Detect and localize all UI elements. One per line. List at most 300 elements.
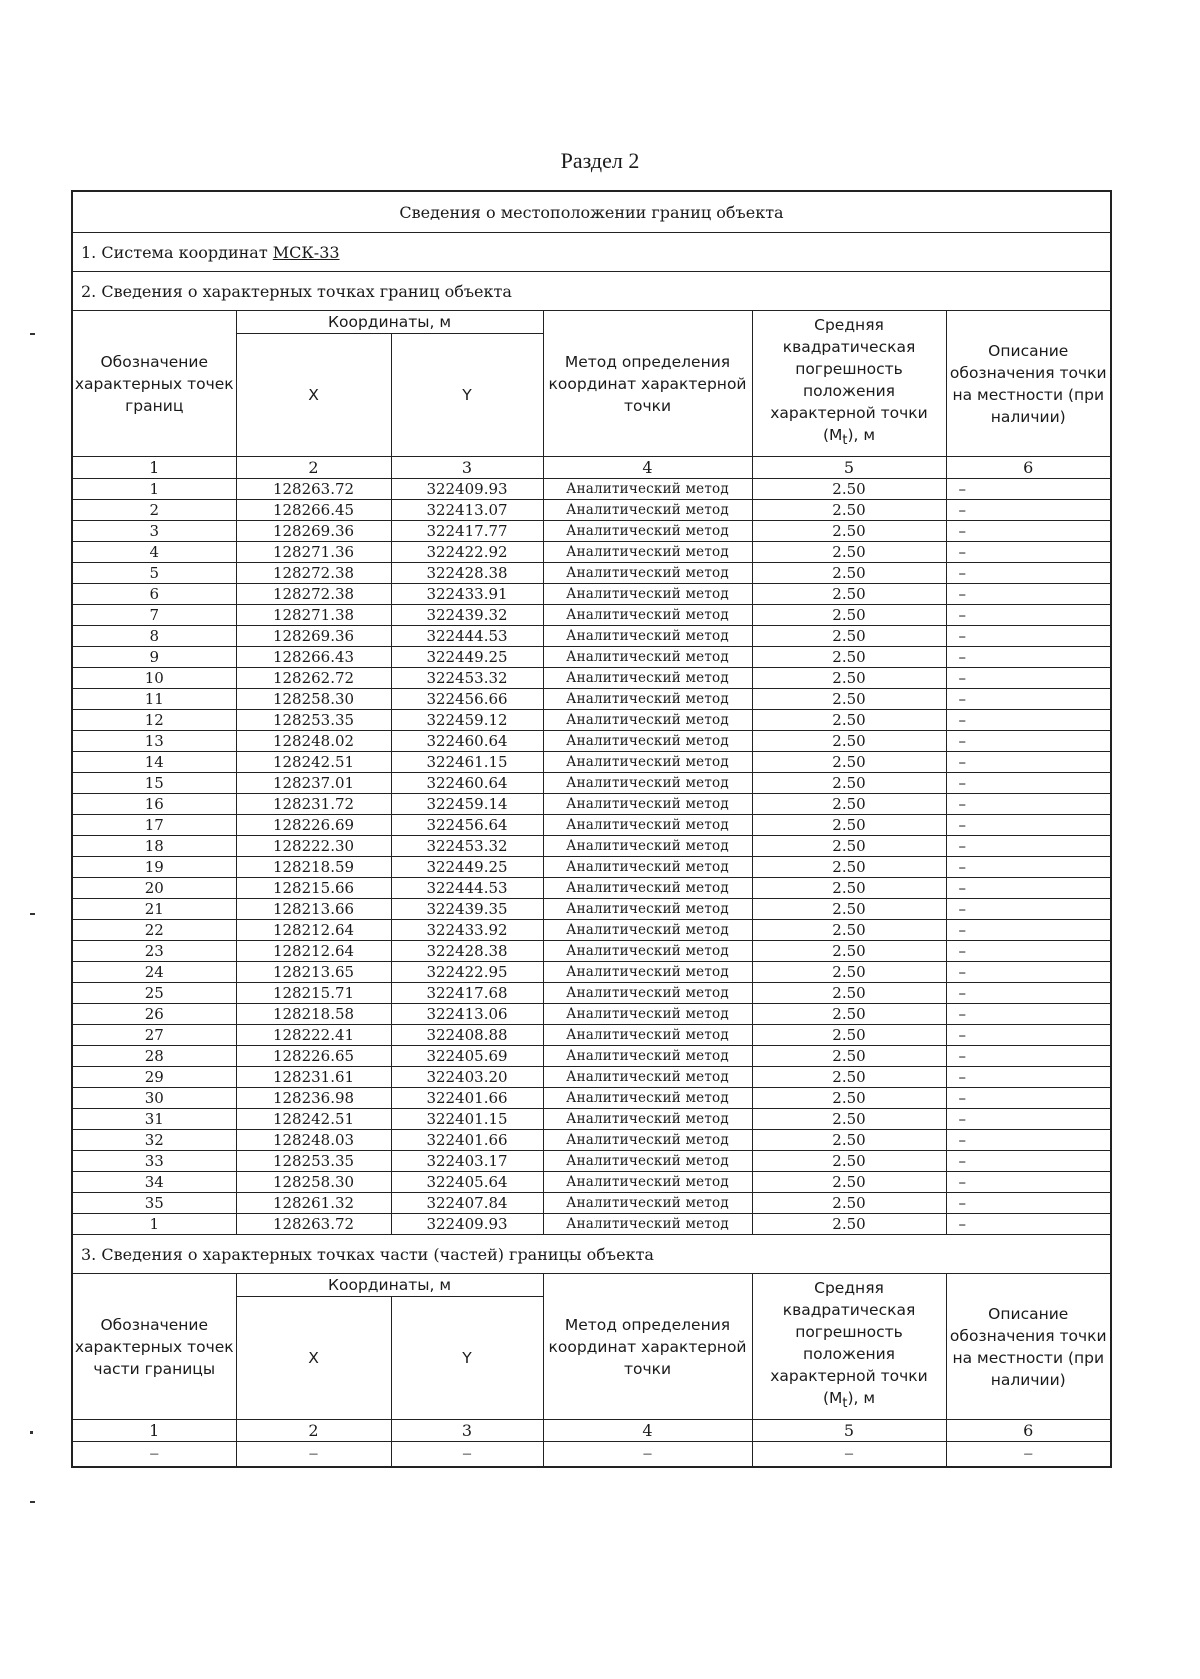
point-description: – [946, 983, 1111, 1004]
point-method: Аналитический метод [543, 605, 752, 626]
table-row [72, 1109, 1111, 1130]
point-x: 128231.61 [236, 1067, 391, 1088]
header-coordinates: Координаты, м [236, 311, 543, 334]
point-number: 5 [72, 563, 236, 584]
point-number: 28 [72, 1046, 236, 1067]
point-error: 2.50 [752, 773, 946, 794]
point-x: 128258.30 [236, 689, 391, 710]
point-method: Аналитический метод [543, 1214, 752, 1235]
table-row [72, 1130, 1111, 1151]
point-description: – [946, 689, 1111, 710]
point-error: 2.50 [752, 1214, 946, 1235]
point-method: Аналитический метод [543, 815, 752, 836]
table-row [72, 563, 1111, 584]
point-error: 2.50 [752, 1130, 946, 1151]
point-x: 128231.72 [236, 794, 391, 815]
point-method: Аналитический метод [543, 521, 752, 542]
point-error: 2.50 [752, 731, 946, 752]
point-x: 128272.38 [236, 584, 391, 605]
point-x: 128248.02 [236, 731, 391, 752]
point-description: – [946, 1172, 1111, 1193]
table-row [72, 1172, 1111, 1193]
point-number: 9 [72, 647, 236, 668]
point-description: – [946, 773, 1111, 794]
point-description: – [946, 1151, 1111, 1172]
point-number: 8 [72, 626, 236, 647]
point-number: 27 [72, 1025, 236, 1046]
point-number: 11 [72, 689, 236, 710]
point-description: – [946, 1067, 1111, 1088]
header-error [752, 311, 946, 457]
point-method: Аналитический метод [543, 1025, 752, 1046]
point-error: 2.50 [752, 626, 946, 647]
point-number: 35 [72, 1193, 236, 1214]
point-error: 2.50 [752, 521, 946, 542]
point-description: – [946, 605, 1111, 626]
point-x: 128263.72 [236, 479, 391, 500]
point-y: 322407.84 [391, 1193, 543, 1214]
point-error: 2.50 [752, 1004, 946, 1025]
point-number: 34 [72, 1172, 236, 1193]
point-number: 23 [72, 941, 236, 962]
point-y: 322449.25 [391, 857, 543, 878]
table-row [72, 1046, 1111, 1067]
point-x: 128262.72 [236, 668, 391, 689]
table-row [72, 521, 1111, 542]
page-title: Раздел 2 [560, 148, 640, 173]
point-description: – [946, 794, 1111, 815]
point-y: 322403.17 [391, 1151, 543, 1172]
point-method: Аналитический метод [543, 1046, 752, 1067]
point-description: – [946, 1109, 1111, 1130]
point-x: 128215.66 [236, 878, 391, 899]
point-y: 322460.64 [391, 731, 543, 752]
point-x: 128266.43 [236, 647, 391, 668]
point-method: Аналитический метод [543, 1130, 752, 1151]
point-error: 2.50 [752, 1109, 946, 1130]
point-x: 128226.65 [236, 1046, 391, 1067]
point-method: Аналитический метод [543, 878, 752, 899]
header-error-2 [752, 1274, 946, 1420]
point-number: 14 [72, 752, 236, 773]
point-x: 128242.51 [236, 1109, 391, 1130]
header-error-prefix: Средняя квадратическая погрешность положения характерной точки (M [770, 1279, 928, 1408]
table-row [72, 1025, 1111, 1046]
table-row [72, 773, 1111, 794]
table-row [72, 668, 1111, 689]
point-error: 2.50 [752, 752, 946, 773]
point-description: – [946, 836, 1111, 857]
point-method: Аналитический метод [543, 584, 752, 605]
point-y: 322428.38 [391, 563, 543, 584]
point-x: 128269.36 [236, 521, 391, 542]
point-error: 2.50 [752, 647, 946, 668]
point-y: 322449.25 [391, 647, 543, 668]
point-x: 128213.66 [236, 899, 391, 920]
point-error: 2.50 [752, 857, 946, 878]
table-row [72, 626, 1111, 647]
point-y: 322428.38 [391, 941, 543, 962]
point-y: 322439.35 [391, 899, 543, 920]
table-row [72, 815, 1111, 836]
point-description: – [946, 1214, 1111, 1235]
point-x: 128253.35 [236, 1151, 391, 1172]
point-method: Аналитический метод [543, 710, 752, 731]
point-method: Аналитический метод [543, 773, 752, 794]
point-description: – [946, 941, 1111, 962]
part-cell: – [946, 1442, 1111, 1468]
table-row [72, 731, 1111, 752]
point-number: 12 [72, 710, 236, 731]
point-x: 128226.69 [236, 815, 391, 836]
point-description: – [946, 1004, 1111, 1025]
point-x: 128266.45 [236, 500, 391, 521]
point-number: 26 [72, 1004, 236, 1025]
point-x: 128263.72 [236, 1214, 391, 1235]
point-description: – [946, 878, 1111, 899]
column-number: 6 [946, 1420, 1111, 1442]
point-y: 322409.93 [391, 479, 543, 500]
point-x: 128222.41 [236, 1025, 391, 1046]
point-x: 128248.03 [236, 1130, 391, 1151]
point-method: Аналитический метод [543, 668, 752, 689]
point-method: Аналитический метод [543, 689, 752, 710]
point-x: 128218.59 [236, 857, 391, 878]
table-row [72, 605, 1111, 626]
point-number: 1 [72, 1214, 236, 1235]
point-number: 2 [72, 500, 236, 521]
header-y: Y [391, 334, 543, 457]
point-y: 322456.66 [391, 689, 543, 710]
point-description: – [946, 710, 1111, 731]
point-error: 2.50 [752, 689, 946, 710]
table-row [72, 899, 1111, 920]
point-x: 128258.30 [236, 1172, 391, 1193]
point-y: 322439.32 [391, 605, 543, 626]
point-number: 3 [72, 521, 236, 542]
point-description: – [946, 668, 1111, 689]
point-error: 2.50 [752, 1067, 946, 1088]
point-method: Аналитический метод [543, 479, 752, 500]
point-description: – [946, 752, 1111, 773]
point-x: 128222.30 [236, 836, 391, 857]
point-error: 2.50 [752, 920, 946, 941]
coord-system-label: 1. Система координат [81, 242, 268, 262]
point-method: Аналитический метод [543, 794, 752, 815]
column-number: 2 [236, 457, 391, 479]
point-method: Аналитический метод [543, 941, 752, 962]
point-x: 128236.98 [236, 1088, 391, 1109]
part-cell: – [391, 1442, 543, 1468]
point-number: 29 [72, 1067, 236, 1088]
point-method: Аналитический метод [543, 731, 752, 752]
table-row [72, 1067, 1111, 1088]
point-error: 2.50 [752, 794, 946, 815]
point-error: 2.50 [752, 1046, 946, 1067]
point-number: 25 [72, 983, 236, 1004]
column-number: 6 [946, 457, 1111, 479]
point-description: – [946, 920, 1111, 941]
column-number: 1 [72, 1420, 236, 1442]
point-method: Аналитический метод [543, 626, 752, 647]
point-method: Аналитический метод [543, 983, 752, 1004]
point-error: 2.50 [752, 1172, 946, 1193]
column-number: 2 [236, 1420, 391, 1442]
point-y: 322408.88 [391, 1025, 543, 1046]
table-row [72, 647, 1111, 668]
point-method: Аналитический метод [543, 1088, 752, 1109]
point-y: 322417.77 [391, 521, 543, 542]
point-method: Аналитический метод [543, 647, 752, 668]
point-error: 2.50 [752, 1025, 946, 1046]
point-number: 33 [72, 1151, 236, 1172]
point-number: 22 [72, 920, 236, 941]
header-method-2: Метод определения координат характерной точки [543, 1274, 752, 1420]
point-method: Аналитический метод [543, 542, 752, 563]
part-empty-row [72, 1442, 1111, 1468]
point-number: 1 [72, 479, 236, 500]
point-number: 32 [72, 1130, 236, 1151]
point-error: 2.50 [752, 1151, 946, 1172]
point-error: 2.50 [752, 962, 946, 983]
point-method: Аналитический метод [543, 1193, 752, 1214]
table-row [72, 689, 1111, 710]
point-description: – [946, 1130, 1111, 1151]
point-method: Аналитический метод [543, 1067, 752, 1088]
point-y: 322422.95 [391, 962, 543, 983]
table-row [72, 962, 1111, 983]
point-y: 322401.66 [391, 1088, 543, 1109]
point-error: 2.50 [752, 668, 946, 689]
point-x: 128213.65 [236, 962, 391, 983]
table-row [72, 500, 1111, 521]
point-method: Аналитический метод [543, 962, 752, 983]
point-x: 128271.36 [236, 542, 391, 563]
point-error: 2.50 [752, 563, 946, 584]
point-x: 128215.71 [236, 983, 391, 1004]
point-error: 2.50 [752, 815, 946, 836]
point-method: Аналитический метод [543, 857, 752, 878]
table-row [72, 878, 1111, 899]
header-error-sub: t [842, 1396, 848, 1412]
point-description: – [946, 1088, 1111, 1109]
point-x: 128237.01 [236, 773, 391, 794]
point-x: 128212.64 [236, 941, 391, 962]
point-number: 4 [72, 542, 236, 563]
point-error: 2.50 [752, 836, 946, 857]
table-row [72, 920, 1111, 941]
column-number: 3 [391, 457, 543, 479]
point-description: – [946, 815, 1111, 836]
boundary-points-title: 2. Сведения о характерных точках границ объекта [72, 272, 1111, 311]
point-y: 322461.15 [391, 752, 543, 773]
point-method: Аналитический метод [543, 1109, 752, 1130]
header-part-point-designation: Обозначение характерных точек части границы [72, 1274, 236, 1420]
point-x: 128218.58 [236, 1004, 391, 1025]
point-y: 322460.64 [391, 773, 543, 794]
point-x: 128272.38 [236, 563, 391, 584]
point-description: – [946, 626, 1111, 647]
header-error-sub: t [842, 433, 848, 449]
point-y: 322453.32 [391, 836, 543, 857]
point-number: 18 [72, 836, 236, 857]
part-cell: – [543, 1442, 752, 1468]
point-method: Аналитический метод [543, 836, 752, 857]
coord-system-value: МСК-33 [272, 242, 340, 262]
table-row [72, 542, 1111, 563]
point-description: – [946, 1025, 1111, 1046]
point-method: Аналитический метод [543, 1172, 752, 1193]
point-number: 7 [72, 605, 236, 626]
point-error: 2.50 [752, 710, 946, 731]
table-row [72, 584, 1111, 605]
point-description: – [946, 1193, 1111, 1214]
column-number: 5 [752, 457, 946, 479]
column-numbers-row [72, 457, 1111, 479]
table-row [72, 1214, 1111, 1235]
point-error: 2.50 [752, 605, 946, 626]
table-row [72, 794, 1111, 815]
part-points-title: 3. Сведения о характерных точках части (частей) границы объекта [72, 1235, 1111, 1274]
point-description: – [946, 584, 1111, 605]
part-cell: – [236, 1442, 391, 1468]
header-description: Описание обозначения точки на местности (при наличии) [946, 311, 1111, 457]
point-number: 15 [72, 773, 236, 794]
point-number: 6 [72, 584, 236, 605]
table-row [72, 1151, 1111, 1172]
point-y: 322413.06 [391, 1004, 543, 1025]
point-x: 128271.38 [236, 605, 391, 626]
point-error: 2.50 [752, 479, 946, 500]
point-error: 2.50 [752, 584, 946, 605]
point-error: 2.50 [752, 983, 946, 1004]
point-number: 10 [72, 668, 236, 689]
column-number: 1 [72, 457, 236, 479]
point-description: – [946, 899, 1111, 920]
point-number: 16 [72, 794, 236, 815]
boundary-table [71, 190, 1112, 1468]
point-y: 322456.64 [391, 815, 543, 836]
header-coordinates-2: Координаты, м [236, 1274, 543, 1297]
header-method: Метод определения координат характерной точки [543, 311, 752, 457]
point-y: 322433.91 [391, 584, 543, 605]
point-error: 2.50 [752, 1193, 946, 1214]
point-description: – [946, 857, 1111, 878]
point-number: 13 [72, 731, 236, 752]
header-error-suffix: ), м [847, 426, 876, 445]
point-y: 322444.53 [391, 878, 543, 899]
header-error-suffix: ), м [847, 1389, 876, 1408]
header-point-designation: Обозначение характерных точек границ [72, 311, 236, 457]
point-description: – [946, 563, 1111, 584]
point-method: Аналитический метод [543, 899, 752, 920]
point-y: 322401.15 [391, 1109, 543, 1130]
table-row [72, 1193, 1111, 1214]
point-description: – [946, 500, 1111, 521]
point-method: Аналитический метод [543, 920, 752, 941]
point-x: 128212.64 [236, 920, 391, 941]
point-method: Аналитический метод [543, 563, 752, 584]
point-x: 128253.35 [236, 710, 391, 731]
point-error: 2.50 [752, 1088, 946, 1109]
point-description: – [946, 647, 1111, 668]
column-number: 4 [543, 457, 752, 479]
table-row [72, 752, 1111, 773]
column-numbers-row-2 [72, 1420, 1111, 1442]
point-description: – [946, 1046, 1111, 1067]
table-row [72, 836, 1111, 857]
point-y: 322401.66 [391, 1130, 543, 1151]
point-number: 31 [72, 1109, 236, 1130]
point-method: Аналитический метод [543, 752, 752, 773]
column-number: 5 [752, 1420, 946, 1442]
point-description: – [946, 731, 1111, 752]
point-error: 2.50 [752, 878, 946, 899]
point-method: Аналитический метод [543, 1004, 752, 1025]
point-description: – [946, 479, 1111, 500]
point-y: 322433.92 [391, 920, 543, 941]
part-cell: – [72, 1442, 236, 1468]
point-error: 2.50 [752, 542, 946, 563]
point-x: 128242.51 [236, 752, 391, 773]
point-number: 30 [72, 1088, 236, 1109]
point-x: 128269.36 [236, 626, 391, 647]
coord-system-row [72, 233, 1111, 272]
point-y: 322459.12 [391, 710, 543, 731]
point-number: 24 [72, 962, 236, 983]
point-description: – [946, 962, 1111, 983]
point-number: 17 [72, 815, 236, 836]
point-number: 21 [72, 899, 236, 920]
point-y: 322417.68 [391, 983, 543, 1004]
point-y: 322405.69 [391, 1046, 543, 1067]
header-x-2: X [236, 1297, 391, 1420]
point-y: 322413.07 [391, 500, 543, 521]
header-description-2: Описание обозначения точки на местности (при наличии) [946, 1274, 1111, 1420]
table-row [72, 941, 1111, 962]
point-error: 2.50 [752, 500, 946, 521]
column-number: 4 [543, 1420, 752, 1442]
table-row [72, 857, 1111, 878]
point-y: 322409.93 [391, 1214, 543, 1235]
point-description: – [946, 542, 1111, 563]
point-method: Аналитический метод [543, 1151, 752, 1172]
point-y: 322453.32 [391, 668, 543, 689]
section-title: Сведения о местоположении границ объекта [72, 191, 1111, 233]
point-y: 322422.92 [391, 542, 543, 563]
point-error: 2.50 [752, 899, 946, 920]
table-row [72, 983, 1111, 1004]
part-cell: – [752, 1442, 946, 1468]
table-row [72, 1004, 1111, 1025]
column-number: 3 [391, 1420, 543, 1442]
point-method: Аналитический метод [543, 500, 752, 521]
point-y: 322403.20 [391, 1067, 543, 1088]
table-row [72, 1088, 1111, 1109]
table-row [72, 710, 1111, 731]
header-error-prefix: Средняя квадратическая погрешность положения характерной точки (M [770, 316, 928, 445]
point-y: 322444.53 [391, 626, 543, 647]
point-y: 322459.14 [391, 794, 543, 815]
header-y-2: Y [391, 1297, 543, 1420]
point-y: 322405.64 [391, 1172, 543, 1193]
table-row [72, 479, 1111, 500]
point-x: 128261.32 [236, 1193, 391, 1214]
point-number: 20 [72, 878, 236, 899]
point-description: – [946, 521, 1111, 542]
point-error: 2.50 [752, 941, 946, 962]
point-number: 19 [72, 857, 236, 878]
